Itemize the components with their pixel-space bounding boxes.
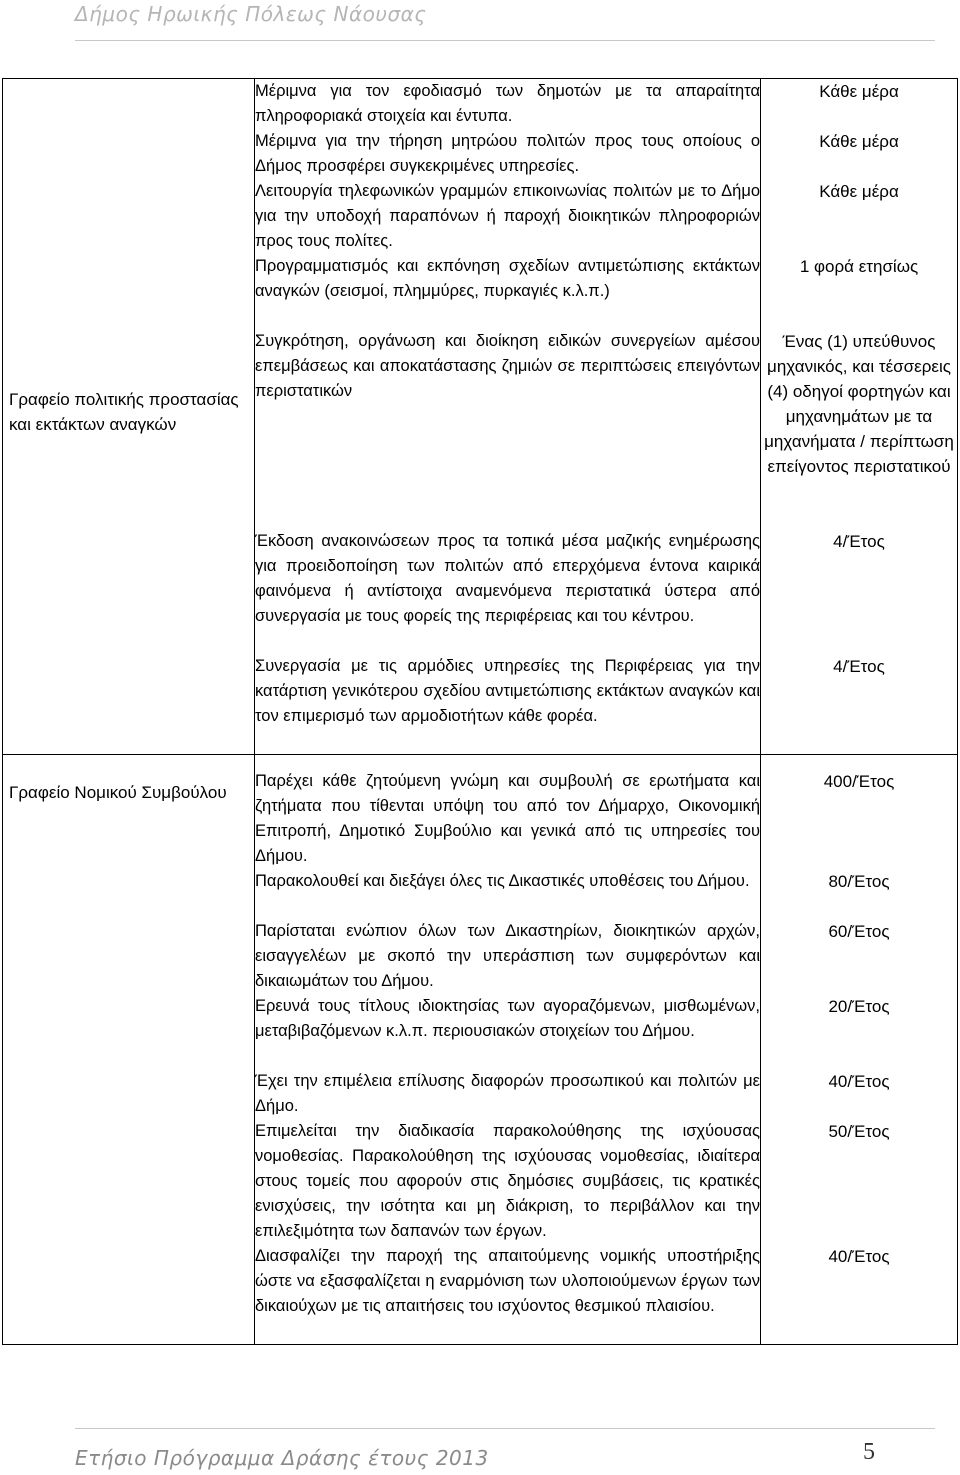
frequency-cell — [761, 755, 958, 1345]
task-text: Μέριμνα για την τήρηση μητρώου πολιτών προς τους οποίους ο Δήμος προσφέρει συγκεκριμένες υπηρεσίες. — [255, 132, 760, 175]
page-number: 5 — [863, 1439, 875, 1465]
task-text: Ερευνά τους τίτλους ιδιοκτησίας των αγοραζόμενων, μισθωμένων, μεταβιβαζόμενων κ.λ.π. περιουσιακών στοιχείων του Δήμου. — [255, 997, 760, 1040]
task-text: Λειτουργία τηλεφωνικών γραμμών επικοινωνίας πολιτών με το Δήμο για την υποδοχή παραπόνων ή παροχή διοικητικών πληροφοριών προς τους πολίτες. — [255, 182, 760, 250]
table-row — [3, 79, 958, 755]
office-cell — [3, 755, 255, 1345]
office-name: Γραφείο Νομικού Συμβούλου — [9, 783, 227, 802]
frequency-text: 40/Έτος — [828, 1072, 890, 1091]
task-text: Επιμελείται την διαδικασία παρακολούθησης της ισχύουσας νομοθεσίας. Παρακολούθηση της ισχύουσας νομοθεσίας, ιδιαίτερα στους τομείς που αφορούν στις δημόσιες συμβάσεις, τις κρατικές ενισχύσεις, την ισότητα και μη διάκριση, το περιβάλλον και την επιλεξιμότητα των δαπανών των έργων. — [255, 1122, 760, 1240]
task-text: Παρέχει κάθε ζητούμενη γνώμη και συμβουλή σε ερωτήματα και ζητήματα που τίθενται υπόψη του από τον Δήμαρχο, Οικονομική Επιτροπή, Δημοτικό Συμβούλιο και γενικά από τις υπηρεσίες του Δήμου. — [255, 772, 760, 865]
task-text: Παρίσταται ενώπιον όλων των Δικαστηρίων, διοικητικών αρχών, εισαγγελέων με σκοπό την υπεράσπιση των συμφερόντων και δικαιωμάτων του Δήμου. — [255, 922, 760, 990]
frequency-text: 1 φορά ετησίως — [799, 257, 919, 276]
task-text: Συνεργασία με τις αρμόδιες υπηρεσίες της Περιφέρειας για την κατάρτιση γενικότερου σχεδίου αντιμετώπισης εκτάκτων αναγκών και τον επιμερισμό των αρμοδιοτήτων κάθε φορέα. — [255, 657, 760, 725]
task-text: Παρακολουθεί και διεξάγει όλες τις Δικαστικές υποθέσεις του Δήμου. — [255, 872, 750, 890]
frequency-text: 20/Έτος — [828, 997, 890, 1016]
task-text: Μέριμνα για τον εφοδιασμό των δημοτών με τα απαραίτητα πληροφοριακά στοιχεία και έντυπα. — [255, 82, 760, 125]
frequency-text: 4/Έτος — [833, 532, 885, 551]
frequency-text: Κάθε μέρα — [819, 82, 899, 101]
frequency-cell — [761, 79, 958, 755]
page-footer — [75, 1428, 935, 1475]
task-text: Προγραμματισμός και εκπόνηση σχεδίων αντιμετώπισης εκτάκτων αναγκών (σεισμοί, πλημμύρες, πυρκαγιές κ.λ.π.) — [255, 257, 760, 300]
table-row — [3, 755, 958, 1345]
tasks-cell — [255, 755, 761, 1345]
frequency-text: Ένας (1) υπεύθυνος μηχανικός, και τέσσερεις (4) οδηγοί φορτηγών και μηχανημάτων με τα μηχανήματα / περίπτωση επείγοντος περιστατικού — [764, 332, 954, 476]
frequency-text: Κάθε μέρα — [819, 182, 899, 201]
frequency-text: Κάθε μέρα — [819, 132, 899, 151]
action-table — [2, 78, 958, 1345]
footer-title: Ετήσιο Πρόγραμμα Δράσης έτους 2013 — [75, 1446, 489, 1470]
office-cell — [3, 79, 255, 755]
task-text: Διασφαλίζει την παροχή της απαιτούμενης νομικής υποστήριξης ώστε να εξασφαλίζεται η εναρμόνιση των υλοποιούμενων έργων των δικαιούχων με τις απαιτήσεις του ισχύοντος θεσμικού πλαισίου. — [255, 1247, 760, 1315]
task-text: Έχει την επιμέλεια επίλυσης διαφορών προσωπικού και πολιτών με Δήμο. — [255, 1072, 760, 1115]
frequency-text: 4/Έτος — [833, 657, 885, 676]
header-title: Δήμος Ηρωικής Πόλεως Νάουσας — [75, 2, 427, 26]
frequency-text: 80/Έτος — [828, 872, 890, 891]
task-text: Συγκρότηση, οργάνωση και διοίκηση ειδικών συνεργείων αμέσου επεμβάσεως και αποκατάστασης ζημιών σε περιπτώσεις επειγόντων περιστατικών — [255, 332, 760, 400]
frequency-text: 50/Έτος — [828, 1122, 890, 1141]
office-name: Γραφείο πολιτικής προστασίας και εκτάκτων αναγκών — [9, 389, 239, 434]
frequency-text: 60/Έτος — [828, 922, 890, 941]
page-header — [75, 0, 935, 41]
frequency-text: 40/Έτος — [828, 1247, 890, 1266]
task-text: Έκδοση ανακοινώσεων προς τα τοπικά μέσα μαζικής ενημέρωσης για προειδοποίηση των πολιτών από επερχόμενα έντονα καιρικά φαινόμενα ή αντίστοιχα αναμενόμενα περιστατικά ύστερα από συνεργασία με τους φορείς της περιφέρειας και του κέντρου. — [255, 532, 760, 625]
frequency-text: 400/Έτος — [823, 772, 895, 791]
tasks-cell — [255, 79, 761, 755]
